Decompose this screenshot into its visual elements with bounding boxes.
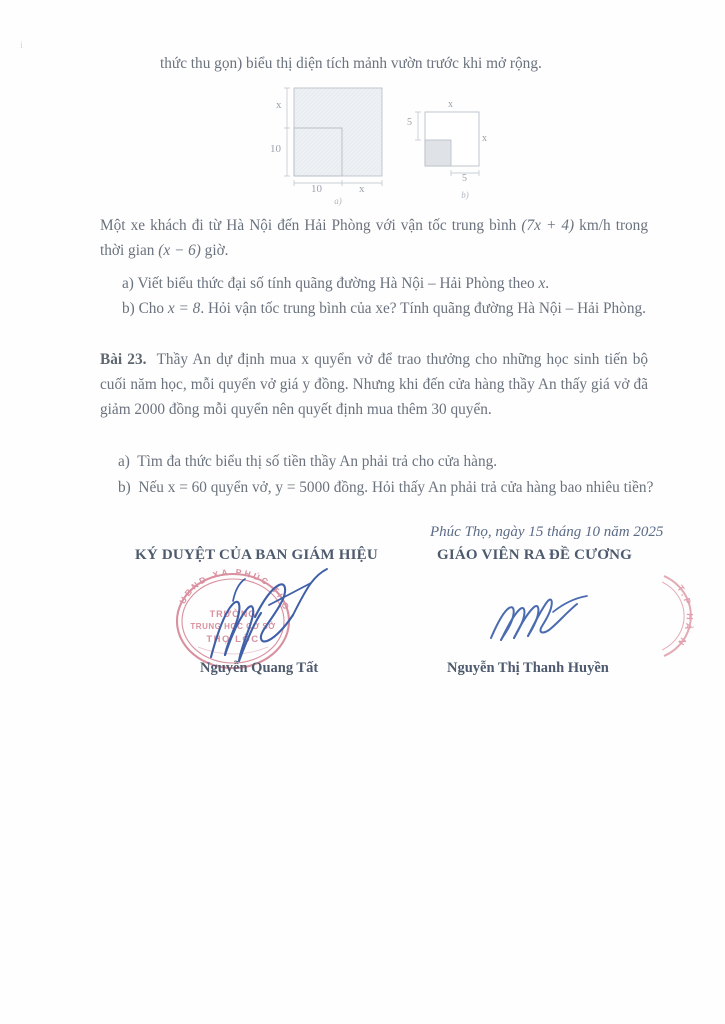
svg-text:UBND XÃ PHÚC THỌ: UBND XÃ PHÚC THỌ <box>177 569 292 613</box>
problem-23-item-a-marker: a) <box>118 453 130 470</box>
problem-22-time-expression: (x − 6) <box>158 241 201 259</box>
problem-23-label: Bài 23. <box>100 351 147 368</box>
problem-22-item-a-variable: x <box>538 275 546 292</box>
figure-b-label-bottom: 5 <box>462 173 467 184</box>
problem-22-item-b-variable: x = 8 <box>167 300 201 317</box>
partial-edge-stamp <box>662 572 724 660</box>
problem-23-statement <box>100 348 648 423</box>
svg-text:TRUNG HỌC CƠ SỞ: TRUNG HỌC CƠ SỞ <box>190 622 276 631</box>
problem-23-text: Thầy An dự định mua x quyển vở để trao thưởng cho những học sinh tiến bộ cuối năm học, mỗi quyển vở giá y đồng. Nhưng khi đến cửa hàng thầy An thấy giá vở đã giảm 2000 đồng mỗi quyển nên quyết định mua thêm 30 quyển. <box>100 351 649 418</box>
problem-22-text-3: giờ. <box>200 241 229 259</box>
svg-text:T.P HÀ N: T.P HÀ N <box>674 583 695 650</box>
svg-text:THỌ LỘC: THỌ LỘC <box>206 634 260 645</box>
problem-22-item-b <box>100 297 670 322</box>
signature-heading-right: GIÁO VIÊN RA ĐỀ CƯƠNG <box>437 547 633 563</box>
figure-a-caption: a) <box>334 196 342 206</box>
problem-23-item-a-text: Tìm đa thức biểu thị số tiền thầy An phải trả cho cửa hàng. <box>137 453 498 470</box>
problem-23-item-b <box>100 476 688 501</box>
problem-22-item-a-text-1: Viết biểu thức đại số tính quãng đường Hà Nội – Hải Phòng theo <box>137 275 539 292</box>
problem-22-speed-expression: (7x + 4) <box>521 217 575 234</box>
problem-22-statement <box>100 214 648 264</box>
figure-b-label-left: 5 <box>407 117 412 128</box>
figure-b-caption: b) <box>461 190 469 200</box>
figure-a-label-bottom-right: x <box>359 183 365 195</box>
problem-22-text-2: km/h trong thời gian <box>100 217 648 259</box>
figure-a-label-left-bottom: 10 <box>270 143 281 155</box>
figure-b-label-top: x <box>448 99 453 110</box>
problem-22-item-b-text-2: . Hỏi vận tốc trung bình của xe? Tính quãng đường Hà Nội – Hải Phòng. <box>200 300 646 317</box>
problem-23-item-b-text: Nếu x = 60 quyển vở, y = 5000 đồng. Hỏi thấy An phải trả cửa hàng bao nhiêu tiền? <box>138 479 654 496</box>
figure-a <box>270 84 388 206</box>
figure-b-label-right: x <box>482 133 487 144</box>
problem-22-item-a-marker: a) <box>122 275 134 292</box>
problem-22-item-a-text-2: . <box>545 275 550 292</box>
signature-name-left: Nguyễn Quang Tất <box>200 660 319 676</box>
svg-text:TRƯỜNG: TRƯỜNG <box>209 609 257 619</box>
figure-b <box>405 99 491 200</box>
figure-a-label-left-top: x <box>276 99 282 111</box>
problem-23-item-b-marker: b) <box>118 479 131 496</box>
date-line: Phúc Thọ, ngày 15 tháng 10 năm 2025 <box>430 524 664 540</box>
signature-name-right: Nguyễn Thị Thanh Huyền <box>447 660 609 676</box>
problem-23-item-a <box>100 450 688 475</box>
problem-22-item-b-marker: b) <box>122 300 135 317</box>
problem-22-item-b-text-1: Cho <box>138 300 168 317</box>
scan-corner-mark: i <box>20 39 24 51</box>
intro-continued-line: thức thu gọn) biểu thị diện tích mảnh vườn trước khi mở rộng. <box>160 55 542 72</box>
problem-22-item-a <box>100 272 670 297</box>
figure-a-label-bottom-left: 10 <box>311 183 322 195</box>
signature-ink-left <box>205 565 330 670</box>
signature-heading-left: KÝ DUYỆT CỦA BAN GIÁM HIỆU <box>135 547 378 563</box>
problem-22-text-1: Một xe khách đi từ Hà Nội đến Hải Phòng với vận tốc trung bình <box>100 217 522 234</box>
figure-group <box>100 82 648 207</box>
signature-ink-right <box>487 578 597 648</box>
